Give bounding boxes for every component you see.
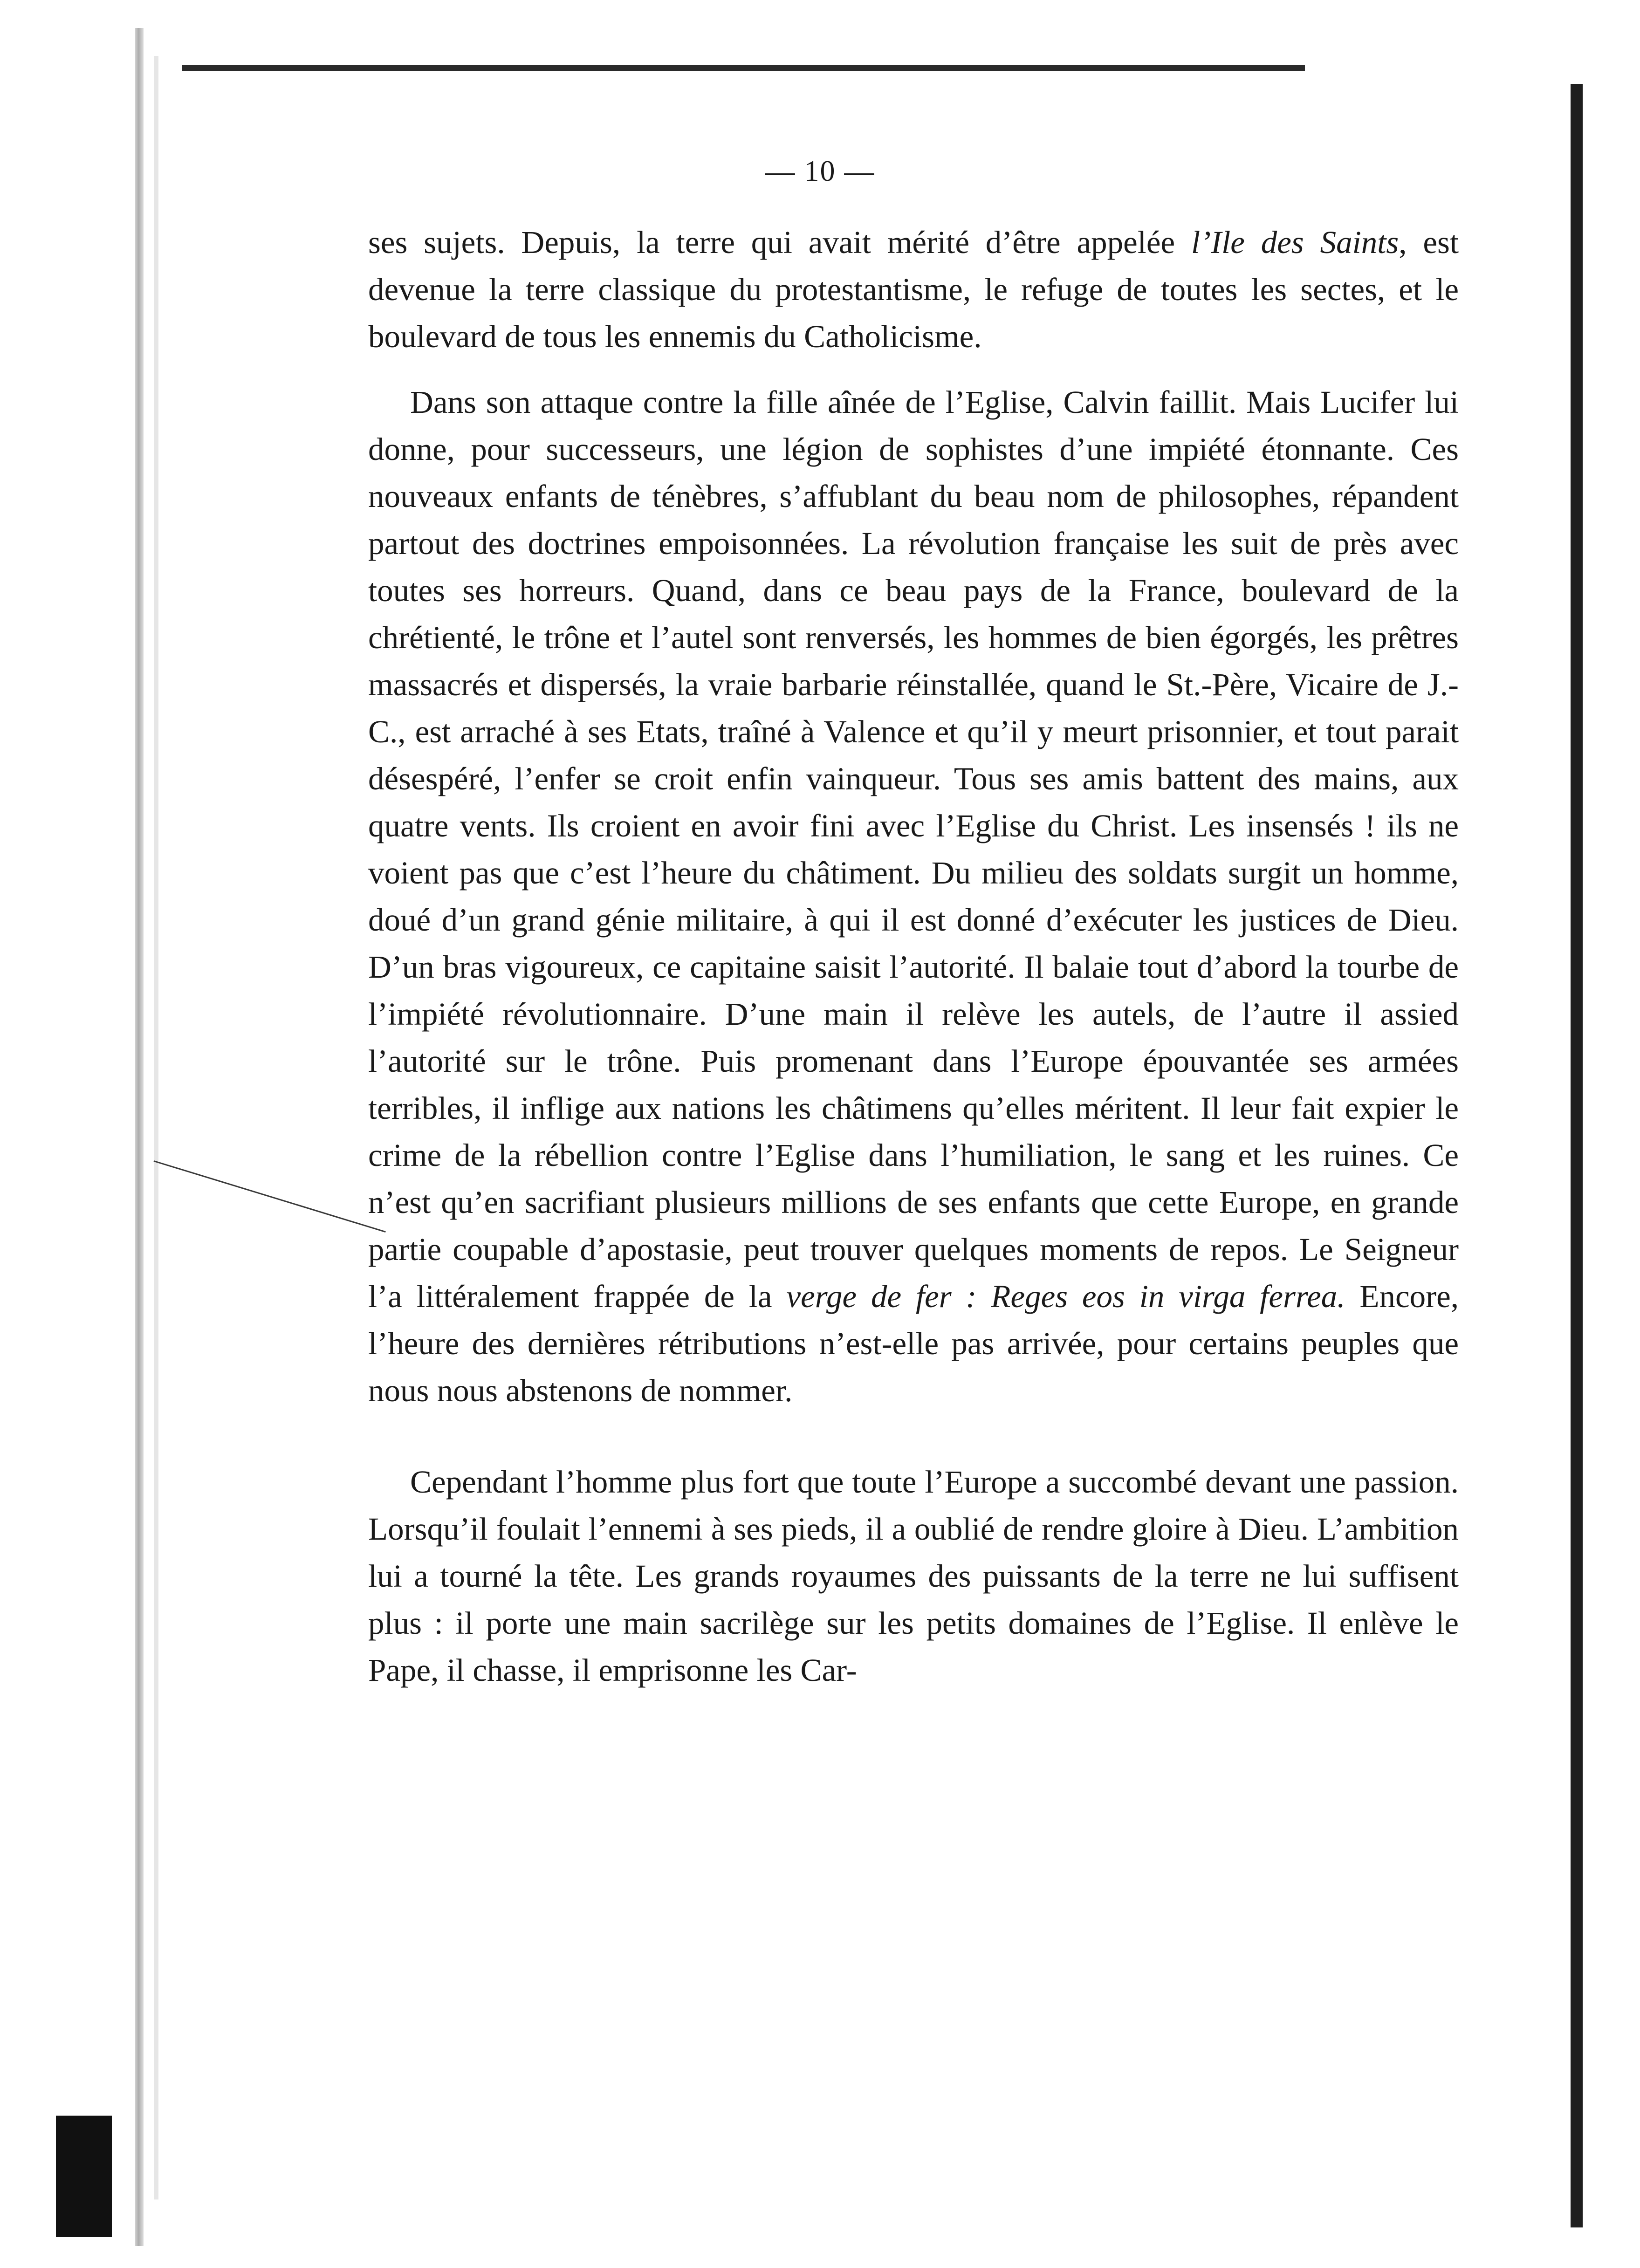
page-number: — 10 — — [765, 154, 875, 187]
paragraph-1-text: ses sujets. Depuis, la terre qui avait mérité d’être appelée — [368, 225, 1192, 260]
scan-right-edge — [1571, 84, 1583, 2227]
paragraph-2-italic: verge de fer : Reges eos in virga ferrea. — [786, 1279, 1345, 1314]
paragraph-2-text-after: Encore, l’heure des dernières rétributions n’est-elle pas arrivée, pour certains peuples que nous nous abstenons de nommer. — [368, 1279, 1459, 1408]
scan-spine-shadow — [135, 28, 144, 2246]
paragraph-2 — [368, 379, 1459, 1414]
paragraph-1 — [368, 219, 1459, 360]
scan-corner-mark — [56, 2116, 112, 2237]
scan-spine-shadow-secondary — [154, 56, 158, 2199]
margin-pen-stroke — [154, 1160, 386, 1233]
paragraph-1-italic: l’Ile des Saints — [1191, 225, 1399, 260]
paragraph-3-text: Cependant l’homme plus fort que toute l’Europe a succombé devant une passion. Lorsqu’il foulait l’ennemi à ses pieds, il a oublié de rendre gloire à Dieu. L’ambition lui a tourné la tête. Les grands royaumes des puissants de la terre ne lui suffisent plus : il porte une main sacrilège sur les petits domaines de l’Eglise. Il enlève le Pape, il chasse, il emprisonne les Car- — [368, 1464, 1459, 1688]
paragraph-3 — [368, 1459, 1459, 1694]
top-rule — [182, 65, 1305, 71]
body-text — [368, 219, 1459, 1694]
paragraph-2-text: Dans son attaque contre la fille aînée de l’Eglise, Calvin faillit. Mais Lucifer lui donne, pour successeurs, une légion de sophistes d’une impiété étonnante. Ces nouveaux enfants de ténèbres, s’affublant du beau nom de philosophes, répandent partout des doctrines empoisonnées. La révolution française les suit de près avec toutes ses horreurs. Quand, dans ce beau pays de la France, boulevard de la chrétienté, le trône et l’autel sont renversés, les hommes de bien égorgés, les prêtres massacrés et dispersés, la vraie barbarie réinstallée, quand le St.-Père, Vicaire de J.-C., est arraché à ses Etats, traîné à Valence et qu’il y meurt prisonnier, et tout parait désespéré, l’enfer se croit enfin vainqueur. Tous ses amis battent des mains, aux quatre vents. Ils croient en avoir fini avec l’Eglise du Christ. Les insensés ! ils ne voient pas que c’est l’heure du châtiment. Du milieu des soldats surgit un homme, doué d’un grand génie militaire, à qui il est donné d’exécuter les justices de Dieu. D’un bras vigoureux, ce capitaine saisit l’autorité. Il balaie tout d’abord la tourbe de l’impiété révolutionnaire. D’une main il relève les autels, de l’autre il assied l’autorité sur le trône. Puis promenant dans l’Europe épouvantée ses armées terribles, il inflige aux nations les châtimens qu’elles méritent. Il leur fait expier le crime de la rébellion contre l’Eglise dans l’humiliation, le sang et les ruines. Ce n’est qu’en sacrifiant plusieurs millions de ses enfants que cette Europe, en grande partie coupable d’apostasie, peut trouver quelques moments de repos. Le Seigneur l’a littéralement frappée de la — [368, 384, 1459, 1314]
paragraph-1-text-after: , est devenue la terre classique du protestantisme, le refuge de toutes les sectes, et le boulevard de tous les ennemis du Catholicisme. — [368, 225, 1459, 354]
